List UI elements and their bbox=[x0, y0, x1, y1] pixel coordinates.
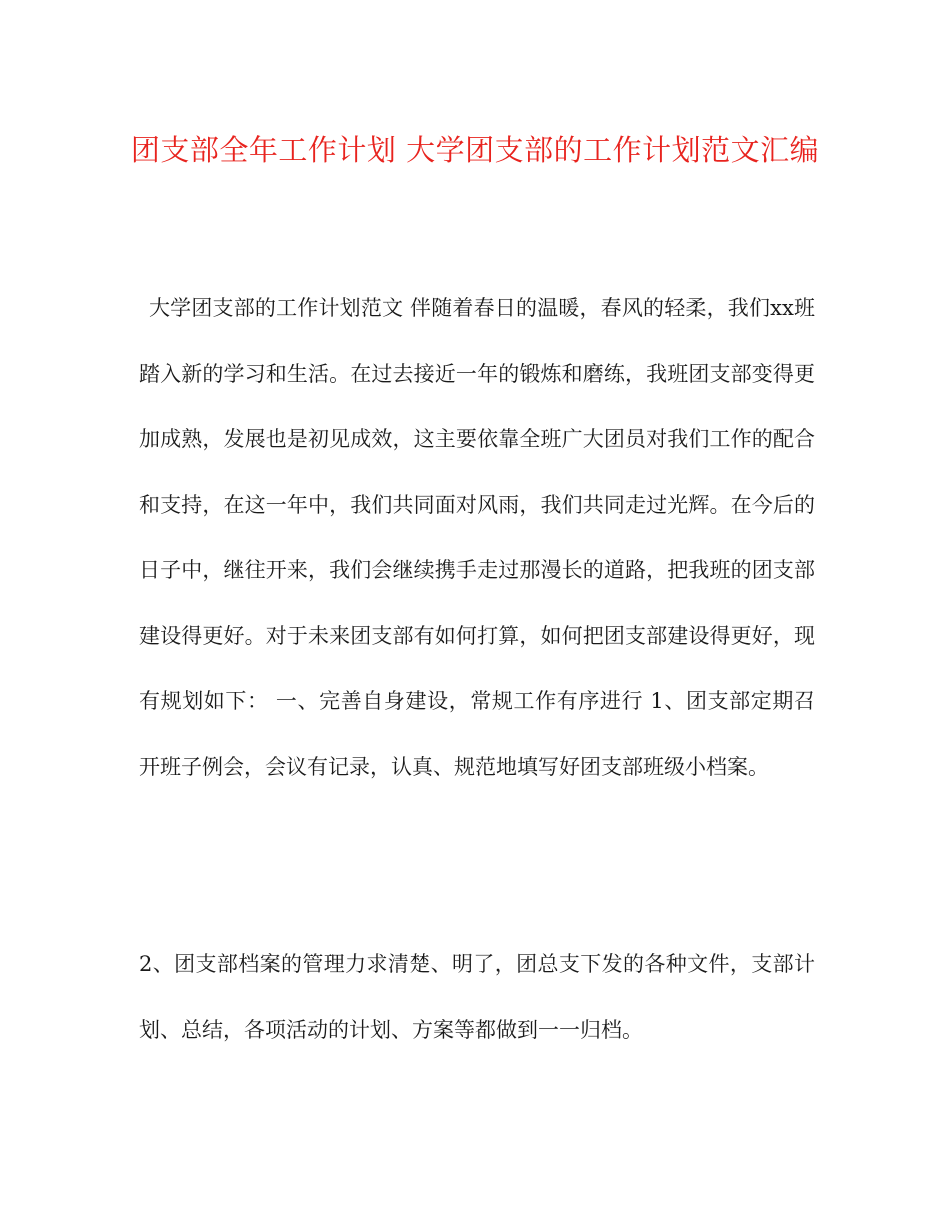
body-paragraph-2: 2、团支部档案的管理力求清楚、明了，团总支下发的各种文件，支部计划、总结，各项活动的计划、方案等都做到一一归档。 bbox=[139, 952, 815, 1042]
document-title: 团支部全年工作计划 大学团支部的工作计划范文汇编 bbox=[130, 133, 820, 167]
body-paragraph-1: 大学团支部的工作计划范文 伴随着春日的温暖，春风的轻柔，我们xx班踏入新的学习和生活。在过去接近一年的锻炼和磨练，我班团支部变得更加成熟，发展也是初见成效，这主要依靠全班广大团员对我们工作的配合和支持，在这一年中，我们共同面对风雨，我们共同走过光辉。在今后的日子中，继往开来，我们会继续携手走过那漫长的道路，把我班的团支部建设得更好。对于未来团支部有如何打算，如何把团支部建设得更好，现有规划如下： 一、完善自身建设，常规工作有序进行 1、团支部定期召开班子例会，会议有记录，认真、规范地填写好团支部班级小档案。 bbox=[139, 296, 815, 779]
